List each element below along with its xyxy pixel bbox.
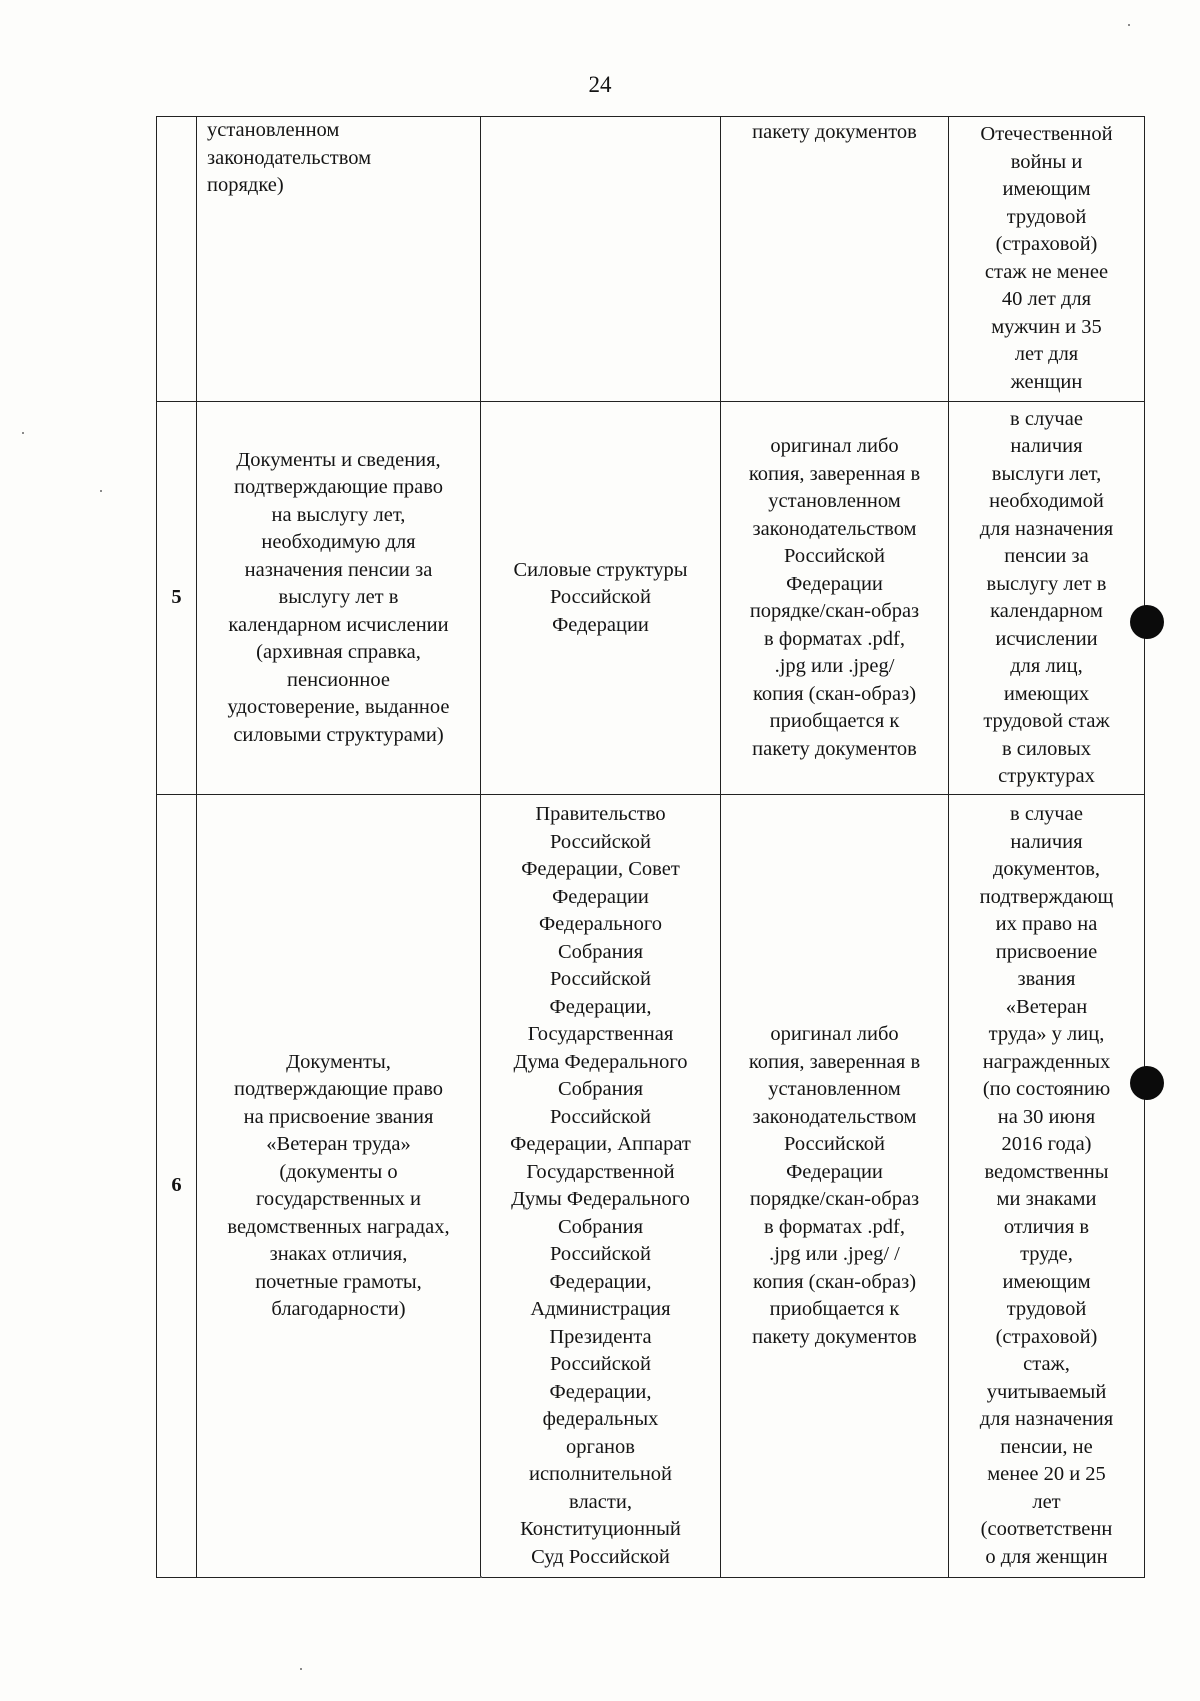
cell-line: власти, xyxy=(569,1490,632,1513)
cell-line: (документы о xyxy=(279,1160,398,1183)
cell-line: Документы и сведения, xyxy=(236,448,441,471)
form-cell xyxy=(721,795,949,1578)
cell-line: отличия в xyxy=(1003,1215,1090,1238)
cell-line: имеющих xyxy=(1003,682,1090,705)
table-row xyxy=(157,117,1145,402)
organization-cell xyxy=(481,117,721,402)
cell-line: копия (скан-образ) xyxy=(752,1270,917,1293)
cell-line: .jpg или .jpeg/ / xyxy=(769,1243,900,1265)
cell-line: Администрация xyxy=(530,1298,671,1320)
cell-line: копия (скан-образ) xyxy=(752,682,917,705)
row-number: 5 xyxy=(157,402,197,795)
page-number: 24 xyxy=(588,72,612,97)
cell-line: пенсии, не xyxy=(1000,1435,1093,1458)
cell-line: законодательством xyxy=(207,146,372,169)
cell-line: Российской xyxy=(549,830,652,853)
cell-line: Федерации, Аппарат xyxy=(510,1133,691,1155)
cell-line: приобщается к xyxy=(769,1298,900,1320)
cell-line: мужчин и 35 xyxy=(991,315,1102,338)
organization-cell xyxy=(481,795,721,1578)
cell-line: (страховой) xyxy=(995,233,1098,255)
cell-line: Суд Российской xyxy=(531,1545,670,1568)
cell-line: Федерации, xyxy=(549,1270,652,1293)
cell-line: (архивная справка, xyxy=(256,641,421,664)
cell-line: Отечественной xyxy=(980,123,1113,145)
documents-table xyxy=(156,116,1145,1578)
cell-line: трудовой xyxy=(1006,205,1087,228)
cell-line: пенсионное xyxy=(287,668,390,691)
cell-line: Собрания xyxy=(557,1078,644,1100)
cell-line: на выслугу лет, xyxy=(271,503,406,526)
cell-line: Думы Федерального xyxy=(511,1188,690,1210)
cell-line: стаж, xyxy=(1023,1353,1070,1375)
cell-line: установленном xyxy=(768,1078,901,1100)
cell-line: присвоение xyxy=(995,940,1098,963)
cell-line: Дума Федерального xyxy=(513,1050,688,1073)
cell-line: награжденных xyxy=(982,1050,1111,1073)
cell-line: Российской xyxy=(549,1243,652,1265)
cell-line: Федерации xyxy=(786,1160,883,1183)
cell-line: на 30 июня xyxy=(997,1105,1096,1128)
form-cell xyxy=(721,117,949,402)
cell-line: исполнительной xyxy=(528,1463,673,1485)
cell-line: наличия xyxy=(1010,435,1083,457)
cell-line: учитываемый xyxy=(986,1380,1107,1403)
cell-line: в силовых xyxy=(1001,737,1092,760)
cell-line: Собрания xyxy=(557,1215,644,1238)
cell-line: 2016 года) xyxy=(1001,1133,1092,1155)
cell-line: Федерации, xyxy=(549,1380,652,1403)
cell-line: на присвоение звания xyxy=(243,1105,434,1128)
cell-line: Документы, xyxy=(286,1050,391,1073)
punch-hole xyxy=(1130,605,1164,639)
cell-line: «Ветеран труда» xyxy=(266,1133,411,1155)
scan-speck xyxy=(100,490,102,492)
organization-cell xyxy=(481,402,721,795)
table-row xyxy=(157,795,1145,1578)
cell-line: Федерального xyxy=(538,913,663,935)
cell-line: войны и xyxy=(1010,150,1083,173)
cell-line: пенсии за xyxy=(1004,545,1089,567)
cell-line: труде, xyxy=(1020,1243,1073,1265)
cell-line: подтверждающ xyxy=(979,885,1114,908)
cell-line: порядке) xyxy=(207,174,284,196)
document-cell xyxy=(197,402,481,795)
cell-line: Федерации xyxy=(552,885,649,908)
cell-line: (страховой) xyxy=(995,1325,1098,1348)
cell-line: копия, заверенная в xyxy=(748,1050,921,1073)
form-cell xyxy=(721,402,949,795)
cell-line: трудовой стаж xyxy=(983,710,1110,732)
cell-line: необходимую для xyxy=(261,531,416,554)
cell-line: Федерации xyxy=(552,613,649,636)
cell-line: удостоверение, выданное xyxy=(227,696,450,719)
cell-line: ведомственных наградах, xyxy=(227,1215,450,1238)
condition-cell xyxy=(949,795,1145,1578)
cell-line: Собрания xyxy=(557,940,644,963)
cell-line: Федерации xyxy=(786,572,883,595)
cell-line: государственных и xyxy=(255,1188,421,1210)
cell-line: почетные грамоты, xyxy=(255,1270,422,1293)
cell-line: для назначения xyxy=(979,1408,1114,1430)
cell-line: силовыми структурами) xyxy=(233,723,444,746)
cell-line: структурах xyxy=(998,765,1095,787)
cell-line: календарном исчислении xyxy=(228,613,449,636)
cell-line: имеющим xyxy=(1002,178,1091,200)
punch-hole xyxy=(1130,1066,1164,1100)
cell-line: труда» у лиц, xyxy=(988,1023,1105,1045)
document-cell xyxy=(197,117,481,402)
cell-line: в случае xyxy=(1010,407,1083,430)
cell-line: федеральных xyxy=(542,1408,659,1430)
cell-line: Федерации, Совет xyxy=(521,858,680,880)
cell-line: Российской xyxy=(549,1105,652,1128)
cell-line: лет xyxy=(1032,1490,1061,1513)
cell-line: подтверждающие право xyxy=(233,1078,444,1100)
cell-line: 40 лет для xyxy=(1001,288,1092,310)
cell-line: Российской xyxy=(549,1353,652,1375)
scan-speck xyxy=(300,1668,302,1670)
cell-line: благодарности) xyxy=(271,1298,406,1320)
cell-line: выслугу лет в xyxy=(278,586,399,609)
cell-line: необходимой xyxy=(989,490,1104,512)
cell-line: выслугу лет в xyxy=(986,572,1107,595)
cell-line: пакету документов xyxy=(752,737,917,760)
cell-line: назначения пенсии за xyxy=(244,558,433,581)
cell-line: Российской xyxy=(549,586,652,609)
cell-line: Государственная xyxy=(527,1023,674,1045)
cell-line: лет для xyxy=(1014,343,1079,365)
scan-speck xyxy=(1128,24,1130,26)
cell-line: Силовые структуры xyxy=(513,558,688,581)
cell-line: в форматах .pdf, xyxy=(764,1215,905,1238)
cell-line: порядке/скан-образ xyxy=(749,600,920,622)
cell-line: Президента xyxy=(549,1325,652,1348)
cell-line: ведомственны xyxy=(984,1160,1109,1183)
scan-speck xyxy=(480,1576,482,1578)
cell-line: (соответственн xyxy=(980,1518,1113,1540)
cell-line: стаж не менее xyxy=(984,260,1109,283)
cell-line: о для женщин xyxy=(985,1545,1108,1568)
cell-line: для лиц, xyxy=(1010,655,1083,677)
cell-line: «Ветеран xyxy=(1005,995,1088,1018)
cell-line: ми знаками xyxy=(996,1188,1097,1210)
cell-line: законодательством xyxy=(752,517,917,540)
condition-cell xyxy=(949,402,1145,795)
cell-line: Российской xyxy=(783,545,886,567)
condition-cell xyxy=(949,117,1145,402)
cell-line: менее 20 и 25 xyxy=(987,1463,1106,1485)
cell-line: для назначения xyxy=(979,517,1114,540)
cell-line: в форматах .pdf, xyxy=(764,627,905,650)
cell-line: в случае xyxy=(1010,803,1083,825)
cell-line: оригинал либо xyxy=(770,1023,899,1045)
cell-line: имеющим xyxy=(1002,1270,1091,1293)
row-number: 6 xyxy=(157,795,197,1578)
cell-line: органов xyxy=(566,1435,635,1458)
cell-line: Правительство xyxy=(535,803,666,825)
cell-line: порядке/скан-образ xyxy=(749,1188,920,1210)
row-number xyxy=(157,117,197,402)
cell-line: Российской xyxy=(549,968,652,990)
cell-line: женщин xyxy=(1010,370,1083,393)
cell-line: приобщается к xyxy=(769,710,900,732)
cell-line: .jpg или .jpeg/ xyxy=(774,655,895,677)
cell-line: Государственной xyxy=(526,1160,675,1183)
cell-line: подтверждающие право xyxy=(233,476,444,499)
cell-line: их право на xyxy=(995,913,1098,935)
cell-line: знаках отличия, xyxy=(269,1243,408,1265)
cell-line: исчислении xyxy=(995,627,1098,650)
cell-line: звания xyxy=(1017,968,1076,990)
document-cell xyxy=(197,795,481,1578)
table-row xyxy=(157,402,1145,795)
cell-line: оригинал либо xyxy=(770,435,899,457)
cell-line: наличия xyxy=(1010,830,1083,853)
cell-line: установленном xyxy=(768,490,901,512)
cell-line: копия, заверенная в xyxy=(748,462,921,485)
cell-line: Федерации, xyxy=(549,995,652,1018)
cell-line: календарном xyxy=(990,600,1103,622)
cell-line: установленном xyxy=(207,119,340,141)
cell-line: документов, xyxy=(992,858,1101,880)
cell-line: законодательством xyxy=(752,1105,917,1128)
cell-line: выслуги лет, xyxy=(991,462,1102,485)
cell-line: пакету документов xyxy=(752,121,917,143)
scan-speck xyxy=(22,432,24,434)
cell-line: Российской xyxy=(783,1133,886,1155)
cell-line: (по состоянию xyxy=(982,1078,1111,1100)
cell-line: Конституционный xyxy=(520,1518,681,1540)
cell-line: пакету документов xyxy=(752,1325,917,1348)
cell-line: трудовой xyxy=(1006,1298,1087,1320)
